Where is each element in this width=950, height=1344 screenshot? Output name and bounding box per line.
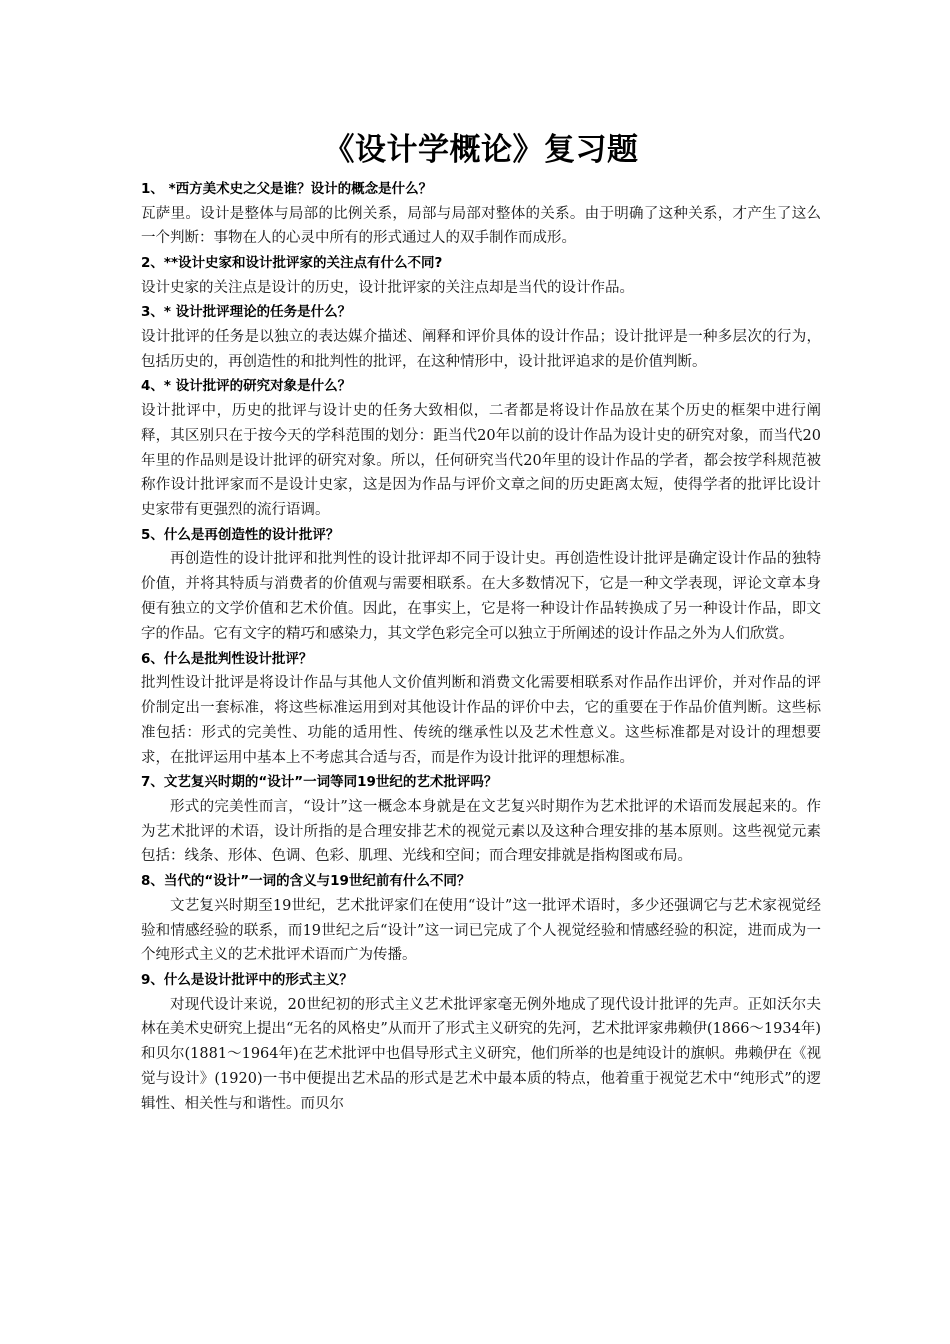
question-8: 8、当代的“设计”一词的含义与19世纪前有什么不同？ <box>141 873 471 890</box>
document-title: 《设计学概论》复习题 <box>323 132 639 168</box>
answer-7: 形式的完美性而言，“设计”这一概念本身就是在文艺复兴时期作为艺术批评的术语而发展起来的。作为艺术批评的术语，设计所指的是合理安排艺术的视觉元素以及这种合理安排的基本原则。这些视觉元素包括：线条、形体、色调、色彩、肌理、光线和空间；而合理安排就是指构图或布局。 <box>141 798 821 865</box>
question-2: 2、**设计史家和设计批评家的关注点有什么不同? <box>141 255 443 272</box>
question-7: 7、文艺复兴时期的“设计”一词等同19世纪的艺术批评吗？ <box>141 774 498 791</box>
document-body <box>141 127 821 1117</box>
question-6: 6、什么是批判性设计批评？ <box>141 650 313 667</box>
answer-1: 瓦萨里。设计是整体与局部的比例关系，局部与局部对整体的关系。由于明确了这种关系，才产生了这么一个判断：事物在人的心灵中所有的形式通过人的双手制作而成形。 <box>141 205 821 247</box>
question-3: 3、* 设计批评理论的任务是什么？ <box>141 304 352 321</box>
answer-6: 批判性设计批评是将设计作品与其他人文价值判断和消费文化需要相联系对作品作出评价，并对作品的评价制定出一套标准，将这些标准运用到对其他设计作品的评价中去，它的重要在于作品价值判断。这些标准包括：形式的完美性、功能的适用性、传统的继承性以及艺术性意义。这些标准都是对设计的理想要求，在批评运用中基本上不考虑其合适与否，而是作为设计批评的理想标准。 <box>141 675 821 766</box>
answer-8: 文艺复兴时期至19世纪，艺术批评家们在使用“设计”这一批评术语时，多少还强调它与艺术家视觉经验和情感经验的联系，而19世纪之后“设计”这一词已完成了个人视觉经验和情感经验的积淀，进而成为一个纯形式主义的艺术批评术语而广为传播。 <box>141 897 821 964</box>
answer-4: 设计批评中，历史的批评与设计史的任务大致相似，二者都是将设计作品放在某个历史的框架中进行阐释，其区别只在于按今天的学科范围的划分：距当代20年以前的设计作品为设计史的研究对象，而当代20年里的作品则是设计批评的研究对象。所以，任何研究当代20年里的设计作品的学者，都会按学科规范被称作设计批评家而不是设计史家，这是因为作品与评价文章之间的历史距离太短，使得学者的批评比设计史家带有更强烈的流行语调。 <box>141 402 821 519</box>
answer-3: 设计批评的任务是以独立的表达媒介描述、阐释和评价具体的设计作品；设计批评是一种多层次的行为，包括历史的，再创造性的和批判性的批评，在这种情形中，设计批评追求的是价值判断。 <box>141 328 821 370</box>
question-9: 9、什么是设计批评中的形式主义？ <box>141 972 353 989</box>
answer-2: 设计史家的关注点是设计的历史，设计批评家的关注点却是当代的设计作品。 <box>141 279 634 296</box>
question-4: 4、* 设计批评的研究对象是什么？ <box>141 378 352 395</box>
answer-9: 对现代设计来说，20世纪初的形式主义艺术批评家毫无例外地成了现代设计批评的先声。正如沃尔夫林在美术史研究上提出“无名的风格史”从而开了形式主义研究的先河，艺术批评家弗赖伊(1866～1934年)和贝尔(1881～1964年)在艺术批评中也倡导形式主义研究，他们所举的也是纯设计的旗帜。弗赖伊在《视觉与设计》(1920)一书中便提出艺术品的形式是艺术中最本质的特点，他着重于视觉艺术中“纯形式”的逻辑性、相关性与和谐性。而贝尔 <box>141 996 821 1112</box>
question-5: 5、什么是再创造性的设计批评？ <box>141 526 340 543</box>
answer-5: 再创造性的设计批评和批判性的设计批评却不同于设计史。再创造性设计批评是确定设计作品的独特价值，并将其特质与消费者的价值观与需要相联系。在大多数情况下，它是一种文学表现，评论文章本身便有独立的文学价值和艺术价值。因此，在事实上，它是将一种设计作品转换成了另一种设计作品，即文字的作品。它有文字的精巧和感染力，其文学色彩完全可以独立于所阐述的设计作品之外为人们欣赏。 <box>141 551 821 642</box>
question-1: 1、 *西方美术史之父是谁？设计的概念是什么？ <box>141 181 433 197</box>
